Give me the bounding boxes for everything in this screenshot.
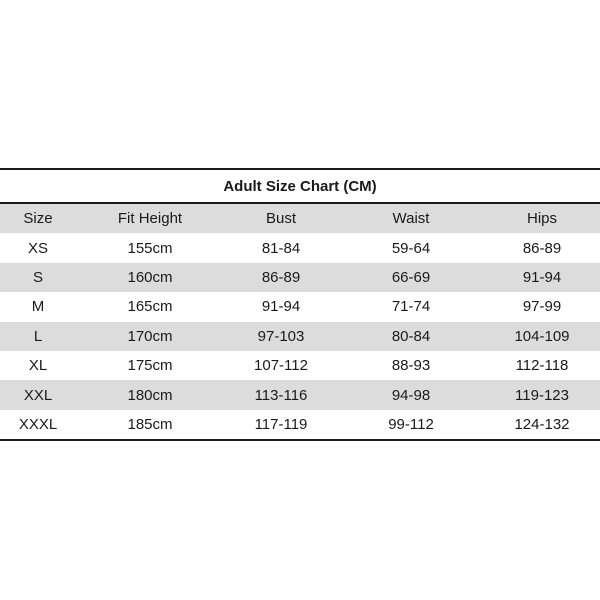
chart-title: Adult Size Chart (CM) <box>0 170 600 204</box>
cell-fit-height: 175cm <box>127 357 173 375</box>
size-table <box>0 204 600 439</box>
cell-waist: 94-98 <box>391 386 431 404</box>
cell-bust: 86-89 <box>261 268 301 286</box>
header-waist: Waist <box>392 210 430 228</box>
header-hips: Hips <box>526 210 557 228</box>
cell-hips: 119-123 <box>515 386 569 404</box>
cell-size: XXL <box>23 386 53 404</box>
cell-hips: 104-109 <box>514 327 570 345</box>
table-row <box>0 263 600 292</box>
header-bust: Bust <box>265 210 296 228</box>
header-row <box>0 204 600 233</box>
cell-bust: 91-94 <box>261 298 301 316</box>
cell-bust: 81-84 <box>261 239 301 257</box>
cell-waist: 71-74 <box>391 298 431 316</box>
cell-waist: 80-84 <box>391 327 431 345</box>
cell-waist: 88-93 <box>391 357 431 375</box>
cell-bust: 113-116 <box>254 386 308 404</box>
cell-fit-height: 165cm <box>127 298 173 316</box>
cell-size: S <box>32 268 43 286</box>
cell-fit-height: 185cm <box>127 415 173 433</box>
table-row <box>0 292 600 321</box>
table-row <box>0 351 600 380</box>
cell-size: XS <box>27 239 48 257</box>
header-size: Size <box>23 210 53 228</box>
cell-hips: 124-132 <box>514 415 570 433</box>
cell-waist: 66-69 <box>391 268 431 286</box>
size-chart <box>0 168 600 441</box>
cell-size: XL <box>28 357 48 375</box>
table-row <box>0 233 600 262</box>
cell-bust: 97-103 <box>257 327 305 345</box>
table-row <box>0 410 600 439</box>
cell-fit-height: 180cm <box>127 386 173 404</box>
cell-fit-height: 170cm <box>127 327 173 345</box>
cell-bust: 117-119 <box>254 415 308 433</box>
cell-size: XXXL <box>18 415 58 433</box>
table-row <box>0 380 600 409</box>
cell-fit-height: 155cm <box>127 239 173 257</box>
cell-hips: 86-89 <box>522 239 562 257</box>
table-row <box>0 322 600 351</box>
cell-size: M <box>31 298 45 316</box>
cell-fit-height: 160cm <box>127 268 173 286</box>
cell-waist: 59-64 <box>391 239 431 257</box>
header-fit-height: Fit Height <box>117 210 183 228</box>
cell-hips: 112-118 <box>515 357 569 375</box>
cell-bust: 107-112 <box>254 357 308 375</box>
cell-waist: 99-112 <box>388 415 434 433</box>
cell-size: L <box>33 327 43 345</box>
cell-hips: 97-99 <box>522 298 562 316</box>
cell-hips: 91-94 <box>522 268 562 286</box>
